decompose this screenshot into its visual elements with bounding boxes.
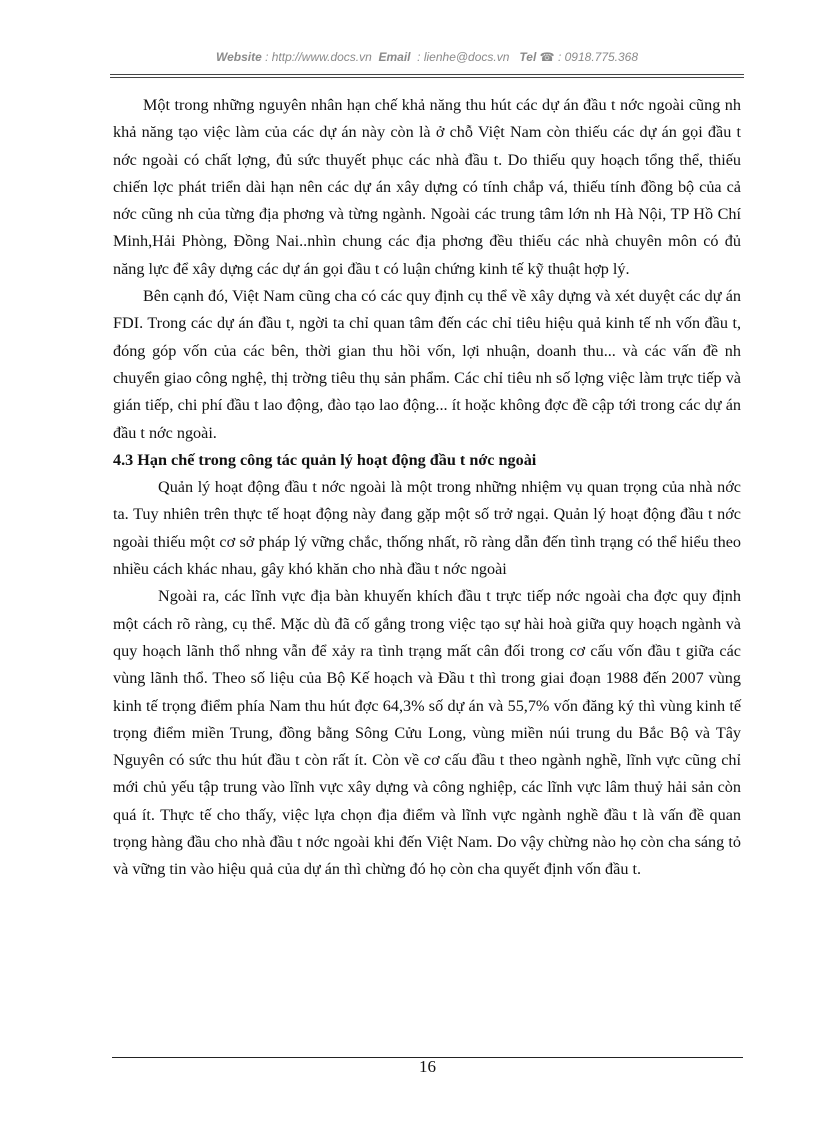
header-divider — [110, 74, 744, 78]
header-website-value: : http://www.docs.vn — [265, 50, 372, 64]
paragraph-2: Bên cạnh đó, Việt Nam cũng cha có các quy định cụ thể về xây dựng và xét duyệt các dự án FDI. Trong các dự án đầu t, ngời ta chỉ quan tâm đến các chỉ tiêu hiệu quả kinh tế nh vốn đầu t, đóng góp vốn của các bên, thời gian thu hồi vốn, lợi nhuận, doanh thu... và các vấn đề nh chuyển giao công nghệ, thị trờng tiêu thụ sản phẩm. Các chỉ tiêu nh số lợng việc làm trực tiếp và gián tiếp, chi phí đầu t lao động, đào tạo lao động... ít hoặc không đợc đề cập tới trong các dự án đầu t nớc ngoài. — [113, 287, 741, 442]
paragraph-1: Một trong những nguyên nhân hạn chế khả năng thu hút các dự án đầu t nớc ngoài cũng nh khả năng tạo việc làm của các dự án này còn là ở chỗ Việt Nam còn thiếu các dự án gọi đầu t nớc ngoài có chất lợng, đủ sức thuyết phục các nhà đầu t. Do thiếu quy hoạch tổng thể, thiếu chiến lợc phát triển dài hạn nên các dự án xây dựng có tính chắp vá, thiếu tính đồng bộ của cả nớc cũng nh của từng địa phơng và từng ngành. Ngoài các trung tâm lớn nh Hà Nội, TP Hồ Chí Minh,Hải Phòng, Đồng Nai..nhìn chung các địa phơng đều thiếu các nhà chuyên môn có đủ năng lực để xây dựng các dự án gọi đầu t có luận chứng kinh tế kỹ thuật hợp lý. — [113, 96, 741, 278]
header-tel-label: Tel — [519, 50, 537, 64]
paragraph-4: Ngoài ra, các lĩnh vực địa bàn khuyến khích đầu t trực tiếp nớc ngoài cha đợc quy định một cách rõ ràng, cụ thể. Mặc dù đã cố gắng trong việc tạo sự hài hoà giữa quy hoạch ngành và quy hoạch lãnh thổ nhng vẫn để xảy ra tình trạng mất cân đối trong cơ cấu vốn đầu t giữa các vùng lãnh thổ. Theo số liệu của Bộ Kế hoạch và Đầu t thì trong giai đoạn 1988 đến 2007 vùng kinh tế trọng điểm phía Nam thu hút đợc 64,3% số dự án và 55,7% vốn đăng ký thì vùng kinh tế trọng điểm miền Trung, đồng bằng Sông Cửu Long, vùng miền núi trung du Bắc Bộ và Tây Nguyên có sức thu hút đầu t còn rất ít. Còn về cơ cấu đầu t theo ngành nghề, lĩnh vực cũng chỉ mới chủ yếu tập trung vào lĩnh vực xây dựng và công nghiệp, các lĩnh vực lâm thuỷ hải sản còn quá ít. Thực tế cho thấy, việc lựa chọn địa điểm và lĩnh vực ngành nghề đầu t là vấn đề quan trọng hàng đầu cho nhà đầu t nớc ngoài khi đến Việt Nam. Do vậy chừng nào họ còn cha sáng tỏ và vững tin vào hiệu quả của dự án thì chừng đó họ còn cha quyết định vốn đầu t. — [113, 587, 741, 879]
header-email-label: Email — [378, 50, 411, 64]
header-tel-value: ☎ : 0918.775.368 — [539, 50, 639, 64]
paragraph-3: Quản lý hoạt động đầu t nớc ngoài là một trong những nhiệm vụ quan trọng của nhà nớc ta. Tuy nhiên trên thực tế hoạt động này đang gặp một số trở ngại. Quản lý hoạt động đầu t nớc ngoài thiếu một cơ sở pháp lý vững chắc, thống nhất, rõ ràng dẫn đến tình trạng có thể hiểu theo nhiều cách khác nhau, gây khó khăn cho nhà đầu t nớc ngoài — [113, 478, 741, 579]
header-email-value: : lienhe@docs.vn — [417, 50, 510, 64]
section-heading: 4.3 Hạn chế trong công tác quản lý hoạt động đầu t nớc ngoài — [113, 450, 537, 469]
page-number: 16 — [419, 1057, 436, 1076]
page-header — [110, 50, 744, 64]
document-body — [113, 92, 741, 884]
header-website-label: Website — [215, 50, 262, 64]
